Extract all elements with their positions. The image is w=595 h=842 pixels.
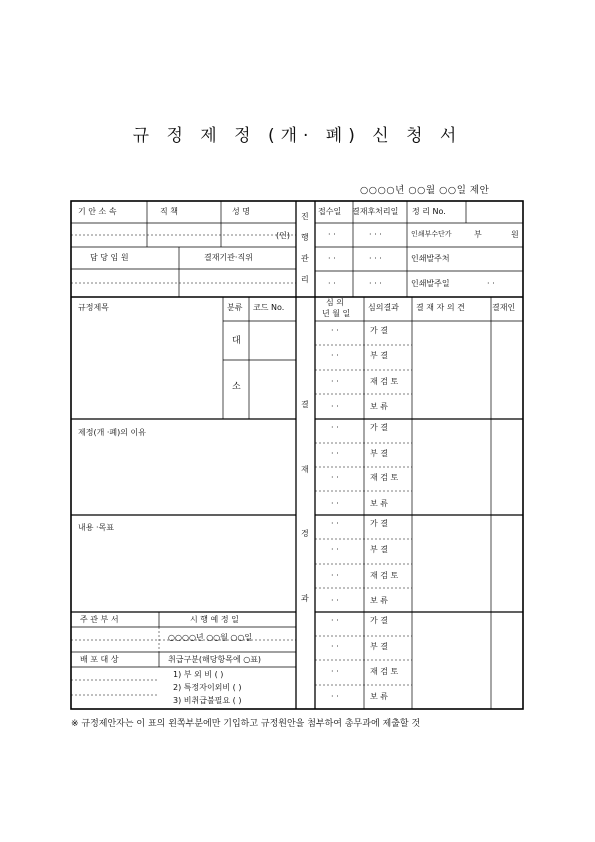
- handling-option-1: 1) 부 외 비 ( ): [173, 670, 224, 679]
- reg-no-header: 정 리 No.: [412, 207, 446, 216]
- result-approve: 가 결: [370, 616, 388, 625]
- reason-label: 제정(개 ·폐)의 이유: [78, 428, 146, 437]
- result-hold: 보 류: [370, 402, 388, 411]
- result-reject: 부 결: [370, 642, 388, 651]
- review-date-dots: · ·: [331, 402, 339, 411]
- review-date-dots: · ·: [331, 519, 339, 528]
- print-vendor-label: 인쇄발주처: [411, 254, 450, 263]
- approved-dots-3: · · ·: [369, 279, 382, 288]
- content-label: 내용 ·목표: [78, 523, 114, 532]
- manager-header: 담 당 임 원: [90, 253, 129, 262]
- received-dots-3: · ·: [328, 279, 336, 288]
- review-date-dots: · ·: [331, 423, 339, 432]
- result-approve: 가 결: [370, 423, 388, 432]
- approval-label-4: 과: [301, 594, 309, 603]
- review-date-dots: · ·: [331, 596, 339, 605]
- review-date-head-1: 심 의: [326, 298, 344, 307]
- result-review: 재 검 토: [370, 473, 399, 482]
- result-review: 재 검 토: [370, 377, 399, 386]
- effective-date-label: 시 행 예 정 일: [190, 615, 239, 624]
- review-date-dots: · ·: [331, 326, 339, 335]
- result-review: 재 검 토: [370, 667, 399, 676]
- dept-header: 기 안 소 속: [78, 207, 117, 216]
- approval-label-2: 재: [301, 465, 309, 474]
- category-header: 분류: [227, 303, 243, 312]
- approved-dots-1: · · ·: [369, 230, 382, 239]
- review-date-dots: · ·: [331, 499, 339, 508]
- approver-header: 결재기관·직위: [204, 253, 253, 262]
- position-header: 직 책: [160, 207, 178, 216]
- review-date-dots: · ·: [331, 545, 339, 554]
- print-price-label: 인쇄부수단가: [411, 230, 452, 238]
- result-hold: 보 류: [370, 692, 388, 701]
- review-date-dots: · ·: [331, 377, 339, 386]
- result-review: 재 검 토: [370, 571, 399, 580]
- handling-option-3: 3) 비취급불필요 ( ): [173, 696, 242, 705]
- major-category: 대: [232, 336, 241, 346]
- unit-bu: 부: [474, 230, 482, 239]
- proposal-date-line: ○○○○년 ○○월 ○○일 제안: [360, 185, 490, 196]
- minor-category: 소: [232, 382, 241, 392]
- approver-sign-head: 결재인: [492, 303, 516, 312]
- received-dots-1: · ·: [328, 230, 336, 239]
- approved-dots-2: · · ·: [369, 254, 382, 263]
- seal-mark: (인): [276, 231, 290, 240]
- approver-opinion-head: 결 재 자 의 견: [416, 303, 465, 312]
- handling-label: 취급구분(해당항목에 ○표): [168, 655, 262, 664]
- progress-label-4: 리: [301, 275, 309, 284]
- review-date-head-2: 년 월 일: [322, 309, 351, 318]
- review-date-dots: · ·: [331, 571, 339, 580]
- review-date-dots: · ·: [331, 667, 339, 676]
- received-dots-2: · ·: [328, 254, 336, 263]
- result-hold: 보 류: [370, 499, 388, 508]
- name-header: 성 명: [232, 207, 250, 216]
- review-date-dots: · ·: [331, 449, 339, 458]
- review-date-dots: · ·: [331, 351, 339, 360]
- review-result-head: 심의결과: [368, 303, 399, 312]
- approved-date-header: 결재후처리일: [352, 207, 399, 216]
- result-hold: 보 류: [370, 596, 388, 605]
- code-header: 코드 No.: [253, 303, 285, 312]
- review-date-dots: · ·: [331, 616, 339, 625]
- footnote: ※ 규정제안자는 이 표의 왼쪽부분에만 기입하고 규정원안을 첨부하여 총무과에 제출할 것: [71, 719, 421, 729]
- progress-label-1: 진: [301, 212, 309, 221]
- rule-title-label: 규정제목: [78, 303, 109, 312]
- effective-date-value: ○○○○년 ○○월 ○○일: [168, 633, 253, 642]
- handling-option-2: 2) 특정자이외비 ( ): [173, 683, 242, 692]
- unit-won: 원: [511, 230, 519, 239]
- distribution-label: 배 포 대 상: [80, 655, 119, 664]
- review-date-dots: · ·: [331, 642, 339, 651]
- result-reject: 부 결: [370, 351, 388, 360]
- review-date-dots: · ·: [331, 692, 339, 701]
- result-reject: 부 결: [370, 449, 388, 458]
- received-date-header: 접수일: [318, 207, 342, 216]
- progress-label-2: 행: [301, 233, 309, 242]
- approval-label-3: 경: [301, 529, 309, 538]
- print-date-label: 인쇄발주일: [411, 279, 450, 288]
- form-title: 규 정 제 정 (개· 폐) 신 청 서: [132, 126, 463, 146]
- review-date-dots: · ·: [331, 473, 339, 482]
- dept-in-charge-label: 주 관 부 서: [80, 615, 119, 624]
- result-reject: 부 결: [370, 545, 388, 554]
- print-date-dots: · ·: [487, 279, 495, 288]
- result-approve: 가 결: [370, 326, 388, 335]
- approval-label-1: 결: [301, 400, 309, 409]
- result-approve: 가 결: [370, 519, 388, 528]
- progress-label-3: 관: [301, 254, 309, 263]
